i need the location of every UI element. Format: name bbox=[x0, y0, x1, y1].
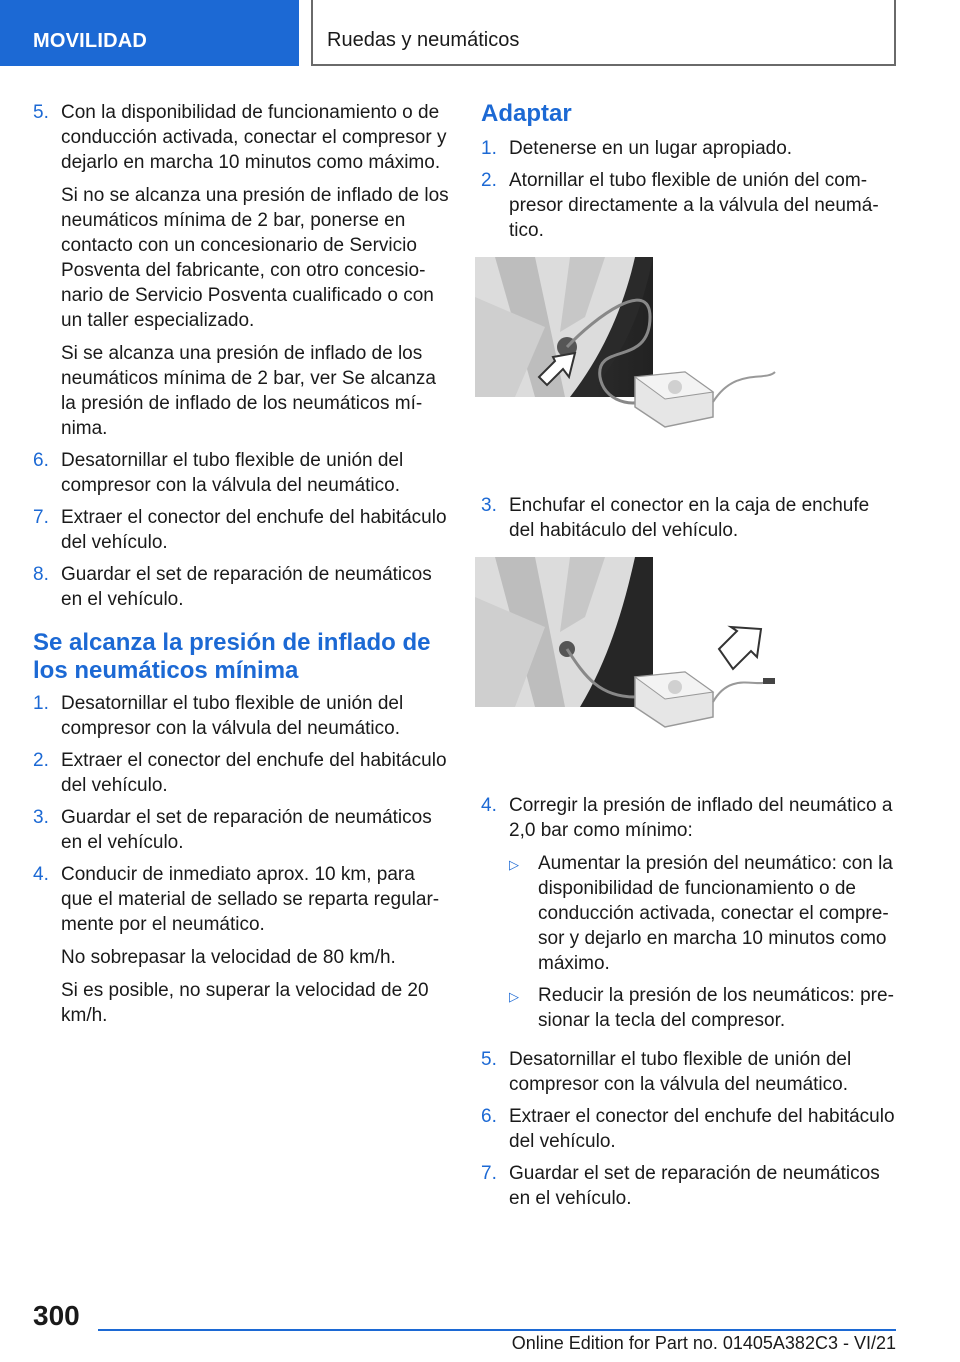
bullet-text: Aumentar la presión del neumático: con la disponibilidad de funcionamiento o de conducción activada, conectar el compresor y dejarlo en marcha 10 minutos como máximo. bbox=[538, 853, 893, 974]
step-text: No sobrepasar la velocidad de 80 km/h. bbox=[61, 947, 396, 968]
step-text: Extraer el conector del enchufe del habitáculo del vehículo. bbox=[61, 507, 447, 553]
page-header bbox=[0, 0, 960, 66]
step-number: 3. bbox=[33, 807, 49, 828]
list-item bbox=[481, 1104, 899, 1154]
step-number: 3. bbox=[481, 495, 497, 516]
list-item bbox=[481, 493, 899, 543]
step-text: Con la disponibilidad de funcionamiento o de conducción activada, conectar el compresor y dejarlo en marcha 10 minutos como máximo. bbox=[61, 102, 447, 173]
step-number: 1. bbox=[481, 138, 497, 159]
footer-divider bbox=[98, 1329, 896, 1331]
edition-note: Online Edition for Part no. 01405A382C3 - VI/21 bbox=[511, 1333, 896, 1353]
bullet-item bbox=[509, 851, 899, 976]
step-text: Guardar el set de reparación de neumáticos en el vehículo. bbox=[509, 1163, 880, 1209]
figure-connector-socket bbox=[475, 557, 805, 767]
step-text: Corregir la presión de inflado del neumático a 2,0 bar como mínimo: bbox=[509, 795, 893, 841]
list-item bbox=[481, 136, 899, 161]
step-text: Detenerse en un lugar apropiado. bbox=[509, 138, 793, 159]
step-number: 5. bbox=[481, 1049, 497, 1070]
step-number: 2. bbox=[481, 170, 497, 191]
section-tab: MOVILIDAD bbox=[0, 0, 299, 66]
list-item bbox=[481, 1047, 899, 1097]
list-item bbox=[33, 505, 451, 555]
step-number: 2. bbox=[33, 750, 49, 771]
step-list-min-pressure bbox=[33, 691, 451, 1028]
step-text: Guardar el set de reparación de neumáticos en el vehículo. bbox=[61, 807, 432, 853]
list-item bbox=[481, 168, 899, 243]
triangle-bullet-icon: ▷ bbox=[509, 857, 519, 872]
list-item bbox=[481, 793, 899, 1040]
step-text: Conducir de inmediato aprox. 10 km, para que el material de sellado se reparta regularmente por el neumático. bbox=[61, 864, 440, 935]
bullet-text: Reducir la presión de los neumáticos: presionar la tecla del compresor. bbox=[538, 985, 894, 1031]
list-item bbox=[33, 862, 451, 1028]
step-text: Extraer el conector del enchufe del habitáculo del vehículo. bbox=[509, 1106, 895, 1152]
step-number: 5. bbox=[33, 102, 49, 123]
step-text: Guardar el set de reparación de neumáticos en el vehículo. bbox=[61, 564, 432, 610]
page-number: 300 bbox=[33, 1300, 80, 1331]
list-item bbox=[33, 748, 451, 798]
triangle-bullet-icon: ▷ bbox=[509, 989, 519, 1004]
step-list-continued bbox=[33, 100, 451, 612]
section-heading-adapt: Adaptar bbox=[481, 100, 572, 127]
step-text: Si no se alcanza una presión de inflado de los neumáticos mínima de 2 bar, ponerse en contacto con un concesionario de Servicio Posventa del fabricante, con otro concesionario de Servicio Posventa cualificado o con un taller especializado. bbox=[61, 185, 449, 331]
step-number: 8. bbox=[33, 564, 49, 585]
step-text: Extraer el conector del enchufe del habitáculo del vehículo. bbox=[61, 750, 447, 796]
step-number: 1. bbox=[33, 693, 49, 714]
list-item bbox=[33, 691, 451, 741]
section-heading-min-pressure: Se alcanza la presión de inflado de los neumáticos mínima bbox=[33, 629, 431, 684]
list-item bbox=[33, 100, 451, 441]
list-item bbox=[481, 1161, 899, 1211]
step-number: 6. bbox=[33, 450, 49, 471]
step-number: 4. bbox=[481, 795, 497, 816]
right-column bbox=[481, 100, 899, 1218]
figure-compressor-hose-valve bbox=[475, 257, 805, 467]
step-text: Atornillar el tubo flexible de unión del compresor directamente a la válvula del neumático. bbox=[509, 170, 879, 241]
left-column bbox=[33, 100, 451, 1035]
step-text: Si es posible, no superar la velocidad de 20 km/h. bbox=[61, 980, 429, 1026]
step-text: Desatornillar el tubo flexible de unión del compresor con la válvula del neumático. bbox=[61, 450, 404, 496]
step-number: 4. bbox=[33, 864, 49, 885]
step-text: Desatornillar el tubo flexible de unión del compresor con la válvula del neumático. bbox=[61, 693, 404, 739]
list-item bbox=[33, 805, 451, 855]
bullet-item bbox=[509, 983, 899, 1033]
list-item bbox=[33, 448, 451, 498]
step-text: Enchufar el conector en la caja de enchufe del habitáculo del vehículo. bbox=[509, 495, 870, 541]
step-list-final bbox=[481, 1047, 899, 1211]
list-item bbox=[33, 562, 451, 612]
step-number: 7. bbox=[481, 1163, 497, 1184]
step-text: Si se alcanza una presión de inflado de los neumáticos mínima de 2 bar, ver Se alcanza la presión de inflado de los neumáticos mínima. bbox=[61, 343, 436, 439]
step-number: 6. bbox=[481, 1106, 497, 1127]
step-number: 7. bbox=[33, 507, 49, 528]
step-text: Desatornillar el tubo flexible de unión del compresor con la válvula del neumático. bbox=[509, 1049, 852, 1095]
chapter-title: Ruedas y neumáticos bbox=[311, 0, 896, 66]
